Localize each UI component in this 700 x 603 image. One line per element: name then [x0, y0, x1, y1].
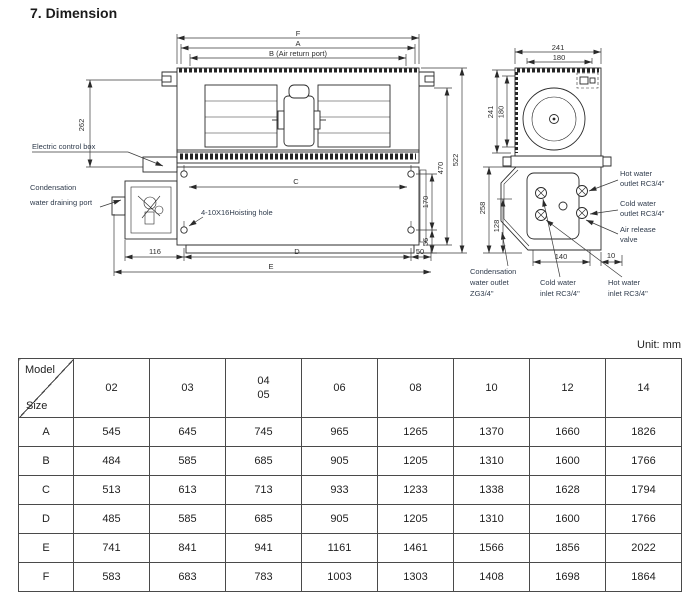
electric-control-box-label: Electric control box: [32, 142, 96, 151]
cell: 1766: [606, 447, 682, 476]
cell: 1338: [454, 476, 530, 505]
dim-label-170: 170: [421, 195, 430, 209]
cell: 1461: [378, 534, 454, 563]
cell: 1566: [454, 534, 530, 563]
cell: 941: [226, 534, 302, 563]
cold-water-inlet-label-1: Cold water: [540, 278, 576, 287]
cell: 841: [150, 534, 226, 563]
condensation-outlet-label-2: water outlet: [470, 278, 509, 287]
col-header-06: 06: [302, 359, 378, 418]
row-label: D: [19, 505, 74, 534]
col-header-05: 05: [257, 389, 270, 401]
cell: 485: [74, 505, 150, 534]
cell: 713: [226, 476, 302, 505]
col-header-14: 14: [606, 359, 682, 418]
air-release-valve-label-1: Air release: [620, 225, 656, 234]
row-label: C: [19, 476, 74, 505]
condensation-port-label-1: Condensation: [30, 183, 77, 192]
dim-label-140: 140: [554, 252, 568, 261]
dimension-table: [18, 358, 682, 592]
water-valves: [536, 186, 588, 221]
dimension-table-wrap: [18, 358, 682, 592]
cell: 1600: [530, 447, 606, 476]
unit-note: Unit: mm: [637, 339, 681, 351]
dim-label-D: D: [294, 247, 300, 256]
cell: 1600: [530, 505, 606, 534]
cell: 741: [74, 534, 150, 563]
cell: 783: [226, 563, 302, 592]
col-header-02: 02: [74, 359, 150, 418]
cell: 613: [150, 476, 226, 505]
cell: 545: [74, 418, 150, 447]
table-row-F: [19, 563, 682, 592]
hot-water-outlet-label-1: Hot water: [620, 169, 653, 178]
cell: 1161: [302, 534, 378, 563]
col-header-08: 08: [378, 359, 454, 418]
row-label: A: [19, 418, 74, 447]
cell: 1660: [530, 418, 606, 447]
side-view-drawing: [469, 43, 665, 298]
cell: 683: [150, 563, 226, 592]
cell: 583: [74, 563, 150, 592]
dim-label-E: E: [268, 262, 274, 271]
cell: 905: [302, 505, 378, 534]
table-row-D: [19, 505, 682, 534]
cell: 933: [302, 476, 378, 505]
blower-wheel-left: [205, 85, 277, 147]
hoisting-hole-label: 4-10X16Hoisting hole: [201, 208, 273, 217]
blower-wheel-right: [318, 85, 390, 147]
table-corner-cell: [19, 359, 74, 418]
cell: 645: [150, 418, 226, 447]
col-header-04: 04: [257, 375, 270, 387]
corner-model-label: Model: [25, 364, 55, 376]
row-label: B: [19, 447, 74, 476]
cell: 1698: [530, 563, 606, 592]
table-row-A: [19, 418, 682, 447]
dim-label-10: 10: [606, 251, 616, 260]
cell: 1826: [606, 418, 682, 447]
dim-label-C: C: [293, 177, 299, 186]
dim-label-50: 50: [415, 247, 425, 256]
cell: 1856: [530, 534, 606, 563]
cell: 1766: [606, 505, 682, 534]
front-view-drawing: [29, 29, 467, 276]
col-header-10: 10: [454, 359, 530, 418]
fan-scroll: [523, 88, 585, 150]
cell: 745: [226, 418, 302, 447]
dim-label-A: A: [295, 39, 301, 48]
cell: 1310: [454, 505, 530, 534]
air-release-valve-label-2: valve: [620, 235, 638, 244]
cell: 1265: [378, 418, 454, 447]
cold-water-outlet-label-2: outlet RC3/4": [620, 209, 665, 218]
condensation-tray: [112, 181, 177, 239]
cell: 1408: [454, 563, 530, 592]
cell: 1205: [378, 447, 454, 476]
cell: 1310: [454, 447, 530, 476]
row-label: F: [19, 563, 74, 592]
condensation-outlet-label-3: ZG3/4": [470, 289, 494, 298]
dim-label-F: F: [295, 29, 301, 38]
hot-water-outlet-label-2: outlet RC3/4": [620, 179, 665, 188]
dim-label-258: 258: [478, 201, 487, 215]
cell: 905: [302, 447, 378, 476]
dim-label-top-241: 241: [551, 43, 565, 52]
cell: 585: [150, 505, 226, 534]
dim-label-top-180: 180: [552, 53, 566, 62]
table-row-E: [19, 534, 682, 563]
cold-water-inlet-label-2: inlet RC3/4": [540, 289, 580, 298]
condensation-outlet-label-1: Condensation: [470, 267, 517, 276]
col-header-04-05: [226, 359, 302, 418]
cell: 1233: [378, 476, 454, 505]
cell: 1370: [454, 418, 530, 447]
cell: 513: [74, 476, 150, 505]
cell: 1003: [302, 563, 378, 592]
dim-label-262: 262: [77, 118, 86, 132]
cell: 1628: [530, 476, 606, 505]
page-title: 7. Dimension: [30, 5, 118, 21]
dim-label-56: 56: [421, 237, 430, 247]
cell: 965: [302, 418, 378, 447]
dim-label-470: 470: [436, 161, 445, 175]
cold-water-outlet-label-1: Cold water: [620, 199, 656, 208]
cell: 484: [74, 447, 150, 476]
dim-label-left-241: 241: [486, 105, 495, 119]
dim-label-left-180: 180: [496, 105, 506, 119]
dim-label-522: 522: [451, 153, 460, 167]
air-release-valve: [559, 202, 567, 210]
cell: 685: [226, 447, 302, 476]
dim-label-116: 116: [149, 247, 161, 256]
dim-label-128: 128: [492, 219, 501, 233]
table-row-B: [19, 447, 682, 476]
col-header-03: 03: [150, 359, 226, 418]
corner-size-label: Size: [26, 400, 48, 412]
cell: 2022: [606, 534, 682, 563]
cell: 585: [150, 447, 226, 476]
hot-water-inlet-label-1: Hot water: [608, 278, 641, 287]
dim-label-B: B (Air return port): [269, 49, 327, 58]
cell: 1205: [378, 505, 454, 534]
piping-zone: [501, 167, 601, 250]
table-header-row: [19, 359, 682, 418]
cell: 685: [226, 505, 302, 534]
cell: 1303: [378, 563, 454, 592]
row-label: E: [19, 534, 74, 563]
condensation-port-label-2: water draining port: [30, 198, 93, 207]
terminal-box: [577, 73, 598, 88]
col-header-12: 12: [530, 359, 606, 418]
cell: 1864: [606, 563, 682, 592]
hot-water-inlet-label-2: inlet RC3/4": [608, 289, 648, 298]
hoisting-holes: [181, 165, 414, 233]
table-row-C: [19, 476, 682, 505]
cell: 1794: [606, 476, 682, 505]
